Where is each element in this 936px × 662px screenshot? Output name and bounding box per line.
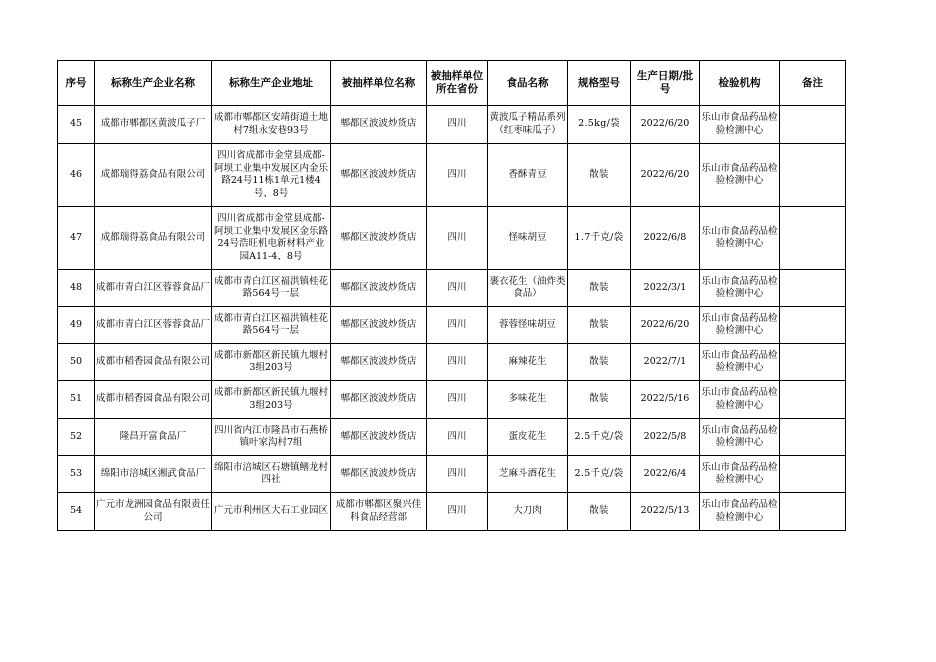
cell-spec: 2.5千克/袋 [568, 419, 631, 456]
cell-note [780, 493, 846, 531]
cell-address: 成都市青白江区福洪镇桂花路564号一层 [212, 270, 331, 307]
cell-province: 四川 [427, 419, 488, 456]
cell-lab: 乐山市食品药品检验检测中心 [700, 207, 780, 270]
cell-date: 2022/6/20 [631, 106, 700, 144]
cell-note [780, 456, 846, 493]
cell-sampled-unit: 郫都区波波炒货店 [331, 344, 427, 381]
cell-province: 四川 [427, 307, 488, 344]
cell-food-name: 蛋皮花生 [488, 419, 568, 456]
header-cell-company: 标称生产企业名称 [95, 61, 212, 106]
cell-lab: 乐山市食品药品检验检测中心 [700, 144, 780, 207]
cell-no: 54 [58, 493, 95, 531]
header-cell-sampled-unit: 被抽样单位名称 [331, 61, 427, 106]
cell-note [780, 144, 846, 207]
cell-province: 四川 [427, 144, 488, 207]
cell-note [780, 207, 846, 270]
cell-sampled-unit: 郫都区波波炒货店 [331, 381, 427, 419]
cell-company: 成都瑞得荔食品有限公司 [95, 144, 212, 207]
cell-no: 45 [58, 106, 95, 144]
cell-address: 成都市新都区新民镇九堰村3组203号 [212, 381, 331, 419]
cell-sampled-unit: 郫都区波波炒货店 [331, 456, 427, 493]
cell-food-name: 麻辣花生 [488, 344, 568, 381]
cell-sampled-unit: 成都市郫都区聚兴佳科食品经营部 [331, 493, 427, 531]
cell-no: 49 [58, 307, 95, 344]
table-row [58, 344, 846, 381]
cell-company: 成都市郫都区黄波瓜子厂 [95, 106, 212, 144]
cell-note [780, 307, 846, 344]
table-row [58, 144, 846, 207]
table-row [58, 307, 846, 344]
cell-food-name: 怪味胡豆 [488, 207, 568, 270]
cell-address: 成都市郫都区安靖街道土地村7组永安巷93号 [212, 106, 331, 144]
cell-no: 48 [58, 270, 95, 307]
cell-company: 成都市青白江区蓉蓉食品厂 [95, 307, 212, 344]
cell-spec: 散装 [568, 270, 631, 307]
cell-company: 广元市龙洲园食品有限责任公司 [95, 493, 212, 531]
cell-date: 2022/5/8 [631, 419, 700, 456]
header-cell-note: 备注 [780, 61, 846, 106]
header-cell-address: 标称生产企业地址 [212, 61, 331, 106]
cell-food-name: 裹衣花生（油炸类食品） [488, 270, 568, 307]
cell-sampled-unit: 郫都区波波炒货店 [331, 144, 427, 207]
cell-province: 四川 [427, 493, 488, 531]
cell-spec: 散装 [568, 307, 631, 344]
table-row [58, 381, 846, 419]
cell-date: 2022/6/20 [631, 307, 700, 344]
header-cell-food-name: 食品名称 [488, 61, 568, 106]
cell-spec: 1.7千克/袋 [568, 207, 631, 270]
cell-lab: 乐山市食品药品检验检测中心 [700, 381, 780, 419]
sampling-results-table [57, 60, 846, 531]
header-cell-spec: 规格型号 [568, 61, 631, 106]
cell-company: 成都市稻香园食品有限公司 [95, 381, 212, 419]
cell-no: 52 [58, 419, 95, 456]
cell-spec: 散装 [568, 493, 631, 531]
cell-sampled-unit: 郫都区波波炒货店 [331, 106, 427, 144]
table-row [58, 456, 846, 493]
header-cell-province: 被抽样单位所在省份 [427, 61, 488, 106]
header-cell-lab: 检验机构 [700, 61, 780, 106]
cell-no: 46 [58, 144, 95, 207]
cell-note [780, 381, 846, 419]
table-row [58, 106, 846, 144]
cell-spec: 散装 [568, 144, 631, 207]
cell-province: 四川 [427, 381, 488, 419]
cell-lab: 乐山市食品药品检验检测中心 [700, 270, 780, 307]
cell-food-name: 黄波瓜子精品系列（红枣味瓜子） [488, 106, 568, 144]
cell-address: 成都市新都区新民镇九堰村3组203号 [212, 344, 331, 381]
cell-lab: 乐山市食品药品检验检测中心 [700, 307, 780, 344]
cell-food-name: 蓉蓉怪味胡豆 [488, 307, 568, 344]
cell-note [780, 106, 846, 144]
cell-company: 隆昌开富食品厂 [95, 419, 212, 456]
cell-spec: 2.5kg/袋 [568, 106, 631, 144]
cell-date: 2022/5/13 [631, 493, 700, 531]
cell-province: 四川 [427, 456, 488, 493]
cell-date: 2022/5/16 [631, 381, 700, 419]
cell-company: 成都市稻香园食品有限公司 [95, 344, 212, 381]
cell-date: 2022/3/1 [631, 270, 700, 307]
cell-lab: 乐山市食品药品检验检测中心 [700, 344, 780, 381]
cell-lab: 乐山市食品药品检验检测中心 [700, 106, 780, 144]
cell-food-name: 芝麻斗酒花生 [488, 456, 568, 493]
cell-address: 四川省内江市隆昌市石燕桥镇叶家沟村7组 [212, 419, 331, 456]
cell-note [780, 344, 846, 381]
cell-food-name: 香酥青豆 [488, 144, 568, 207]
cell-note [780, 419, 846, 456]
cell-sampled-unit: 郫都区波波炒货店 [331, 270, 427, 307]
table-row [58, 270, 846, 307]
cell-address: 四川省成都市金堂县成都-阿坝工业集中发展区内金乐路24号11栋1单元1楼4号、8号 [212, 144, 331, 207]
table-row [58, 493, 846, 531]
cell-sampled-unit: 郫都区波波炒货店 [331, 207, 427, 270]
cell-date: 2022/6/20 [631, 144, 700, 207]
cell-date: 2022/7/1 [631, 344, 700, 381]
table-row [58, 207, 846, 270]
header-cell-no: 序号 [58, 61, 95, 106]
header-cell-date: 生产日期/批号 [631, 61, 700, 106]
cell-sampled-unit: 郫都区波波炒货店 [331, 419, 427, 456]
cell-date: 2022/6/8 [631, 207, 700, 270]
cell-no: 51 [58, 381, 95, 419]
cell-note [780, 270, 846, 307]
cell-lab: 乐山市食品药品检验检测中心 [700, 456, 780, 493]
cell-lab: 乐山市食品药品检验检测中心 [700, 493, 780, 531]
cell-no: 50 [58, 344, 95, 381]
cell-lab: 乐山市食品药品检验检测中心 [700, 419, 780, 456]
cell-company: 绵阳市涪城区湘武食品厂 [95, 456, 212, 493]
cell-food-name: 多味花生 [488, 381, 568, 419]
cell-address: 四川省成都市金堂县成都-阿坝工业集中发展区金乐路24号浩旺机电新材料产业园A11-4、8号 [212, 207, 331, 270]
cell-province: 四川 [427, 207, 488, 270]
cell-company: 成都瑞得荔食品有限公司 [95, 207, 212, 270]
cell-address: 广元市利州区大石工业园区 [212, 493, 331, 531]
cell-no: 53 [58, 456, 95, 493]
cell-spec: 2.5千克/袋 [568, 456, 631, 493]
cell-spec: 散装 [568, 381, 631, 419]
cell-no: 47 [58, 207, 95, 270]
cell-province: 四川 [427, 344, 488, 381]
cell-date: 2022/6/4 [631, 456, 700, 493]
cell-food-name: 大刀肉 [488, 493, 568, 531]
cell-address: 成都市青白江区福洪镇桂花路564号一层 [212, 307, 331, 344]
header-row [58, 61, 846, 106]
cell-spec: 散装 [568, 344, 631, 381]
cell-province: 四川 [427, 106, 488, 144]
cell-company: 成都市青白江区蓉蓉食品厂 [95, 270, 212, 307]
cell-province: 四川 [427, 270, 488, 307]
table-row [58, 419, 846, 456]
cell-sampled-unit: 郫都区波波炒货店 [331, 307, 427, 344]
cell-address: 绵阳市涪城区石塘镇鳝龙村四社 [212, 456, 331, 493]
